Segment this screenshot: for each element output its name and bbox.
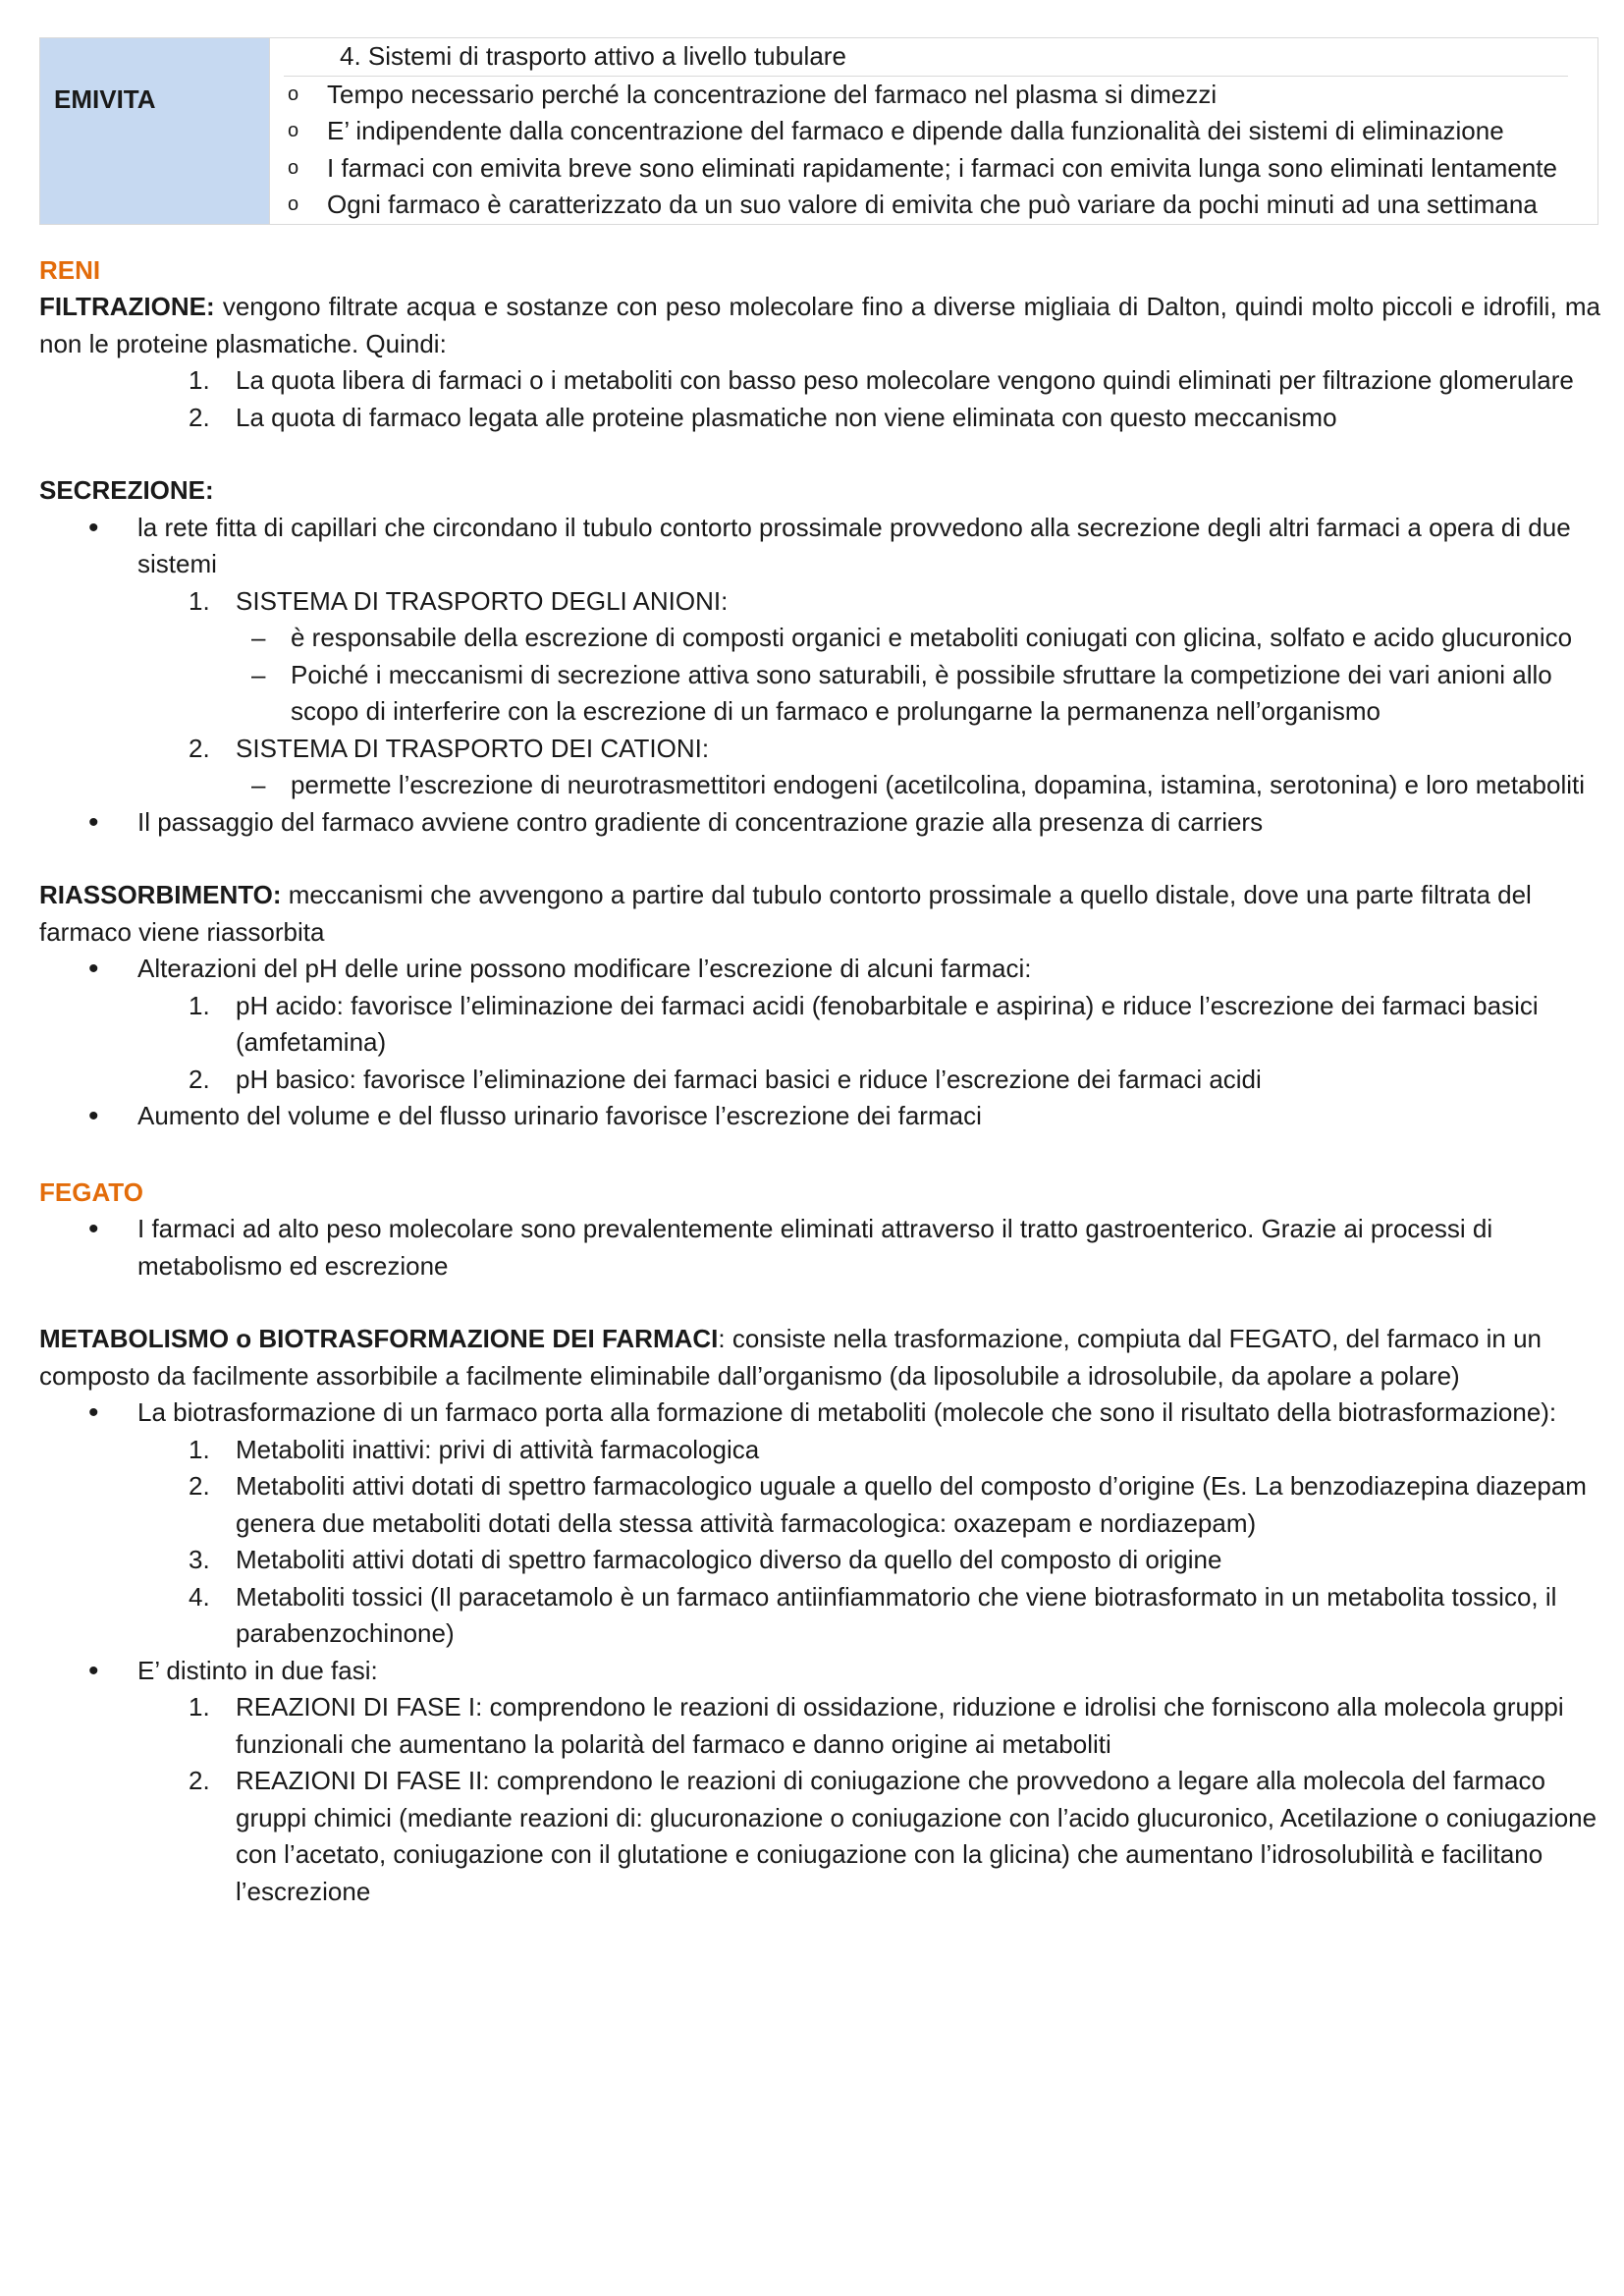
item-text: La quota libera di farmaci o i metaboliti con basso peso molecolare vengono quindi eliminati per filtrazione glomerulare bbox=[236, 365, 1574, 395]
item-text: SISTEMA DI TRASPORTO DEI CATIONI: bbox=[236, 733, 710, 763]
item-number: 2. bbox=[189, 1471, 210, 1501]
metabolismo-paragraph bbox=[39, 1321, 1600, 1394]
section-title-reni: RENI bbox=[39, 254, 101, 285]
emivita-top-line: 4. Sistemi di trasporto attivo a livello tubulare bbox=[284, 38, 1568, 77]
list-item bbox=[39, 362, 1600, 400]
list-item bbox=[39, 1432, 1600, 1469]
item-text: La quota di farmaco legata alle proteine plasmatiche non viene eliminata con questo meccanismo bbox=[236, 402, 1337, 432]
list-item: • Il passaggio del farmaco avviene contro gradiente di concentrazione grazie alla presenza di carriers bbox=[39, 804, 1600, 842]
filtrazione-label: FILTRAZIONE: bbox=[39, 292, 215, 321]
list-item bbox=[39, 1579, 1600, 1653]
list-item: – permette l’escrezione di neurotrasmettitori endogeni (acetilcolina, dopamina, istamina, serotonina) e loro metaboliti bbox=[39, 767, 1600, 804]
item-number: 1. bbox=[189, 1692, 210, 1722]
item-text: pH basico: favorisce l’eliminazione dei farmaci basici e riduce l’escrezione dei farmaci acidi bbox=[236, 1064, 1262, 1094]
list-item bbox=[39, 510, 1600, 583]
filtrazione-list bbox=[39, 362, 1600, 436]
item-text: Metaboliti attivi dotati di spettro farmacologico uguale a quello del composto d’origine (Es. La benzodiazepina diazepam genera due metaboliti dotati della stessa attività farmacologica: oxazepam e nordiazepam) bbox=[236, 1471, 1587, 1538]
item-text: Metaboliti attivi dotati di spettro farmacologico diverso da quello del composto di origine bbox=[236, 1545, 1222, 1574]
list-item bbox=[39, 1468, 1600, 1542]
list-item bbox=[39, 1542, 1600, 1579]
item-number: 2. bbox=[189, 1064, 210, 1094]
trasporto-list bbox=[39, 583, 1600, 621]
filtrazione-text: vengono filtrate acqua e sostanze con peso molecolare fino a diverse migliaia di Dalton, quindi molto piccoli e idrofili, ma non le proteine plasmatiche. Quindi: bbox=[39, 292, 1600, 358]
list-item bbox=[39, 1763, 1600, 1910]
secrezione-list bbox=[39, 804, 1600, 842]
emivita-bullet: o Ogni farmaco è caratterizzato da un suo valore di emivita che può variare da pochi minuti ad una settimana bbox=[284, 187, 1568, 224]
item-text: SISTEMA DI TRASPORTO DEGLI ANIONI: bbox=[236, 585, 729, 616]
section-title-fegato: FEGATO bbox=[39, 1176, 143, 1207]
metabolismo-list bbox=[39, 1394, 1600, 1432]
item-text: Metaboliti inattivi: privi di attività farmacologica bbox=[236, 1434, 760, 1464]
metabolismo-label: METABOLISMO o BIOTRASFORMAZIONE DEI FARMACI bbox=[39, 1324, 719, 1353]
list-item: • Aumento del volume e del flusso urinario favorisce l’escrezione dei farmaci bbox=[39, 1098, 1600, 1135]
list-item bbox=[39, 988, 1600, 1062]
item-number: 2. bbox=[189, 733, 210, 763]
riassorbimento-text: meccanismi che avvengono a partire dal tubulo contorto prossimale a quello distale, dove una parte filtrata del farmaco viene riassorbita bbox=[39, 880, 1532, 947]
emivita-top-cell bbox=[270, 38, 1598, 225]
list-item: – è responsabile della escrezione di composti organici e metaboliti coniugati con glicina, solfato e acido glucuronico bbox=[39, 620, 1600, 657]
emivita-bullet: o I farmaci con emivita breve sono eliminati rapidamente; i farmaci con emivita lunga sono eliminati lentamente bbox=[284, 150, 1568, 188]
item-text: pH acido: favorisce l’eliminazione dei farmaci acidi (fenobarbitale e aspirina) e riduce l’escrezione dei farmaci basici (amfetamina) bbox=[236, 990, 1539, 1057]
ph-list bbox=[39, 988, 1600, 1099]
trasporto-list bbox=[39, 731, 1600, 768]
cationi-dash-list bbox=[39, 767, 1600, 804]
item-number: 2. bbox=[189, 1766, 210, 1795]
item-number: 1. bbox=[189, 585, 210, 616]
metabolismo-list bbox=[39, 1653, 1600, 1690]
riassorbimento-label: RIASSORBIMENTO: bbox=[39, 880, 282, 909]
list-item bbox=[39, 1689, 1600, 1763]
item-text: REAZIONI DI FASE I: comprendono le reazioni di ossidazione, riduzione e idrolisi che forniscono alla molecola gruppi funzionali che aumentano la polarità del farmaco e danno origine ai metaboliti bbox=[236, 1692, 1564, 1759]
filtrazione-paragraph bbox=[39, 289, 1600, 362]
emivita-table bbox=[39, 37, 1598, 225]
item-number: 2. bbox=[189, 402, 210, 432]
metaboliti-list bbox=[39, 1432, 1600, 1653]
document-page bbox=[39, 37, 1600, 1910]
emivita-bullet: o Tempo necessario perché la concentrazione del farmaco nel plasma si dimezzi bbox=[284, 77, 1568, 114]
riassorbimento-list bbox=[39, 951, 1600, 988]
item-text: Metaboliti tossici (Il paracetamolo è un farmaco antiinfiammatorio che viene biotrasformato in un metabolita tossico, il parabenzochinone) bbox=[236, 1581, 1557, 1648]
secrezione-list bbox=[39, 510, 1600, 583]
emivita-bullet: o E’ indipendente dalla concentrazione del farmaco e dipende dalla funzionalità dei sistemi di eliminazione bbox=[284, 113, 1568, 150]
list-item: – Poiché i meccanismi di secrezione attiva sono saturabili, è possibile sfruttare la competizione dei vari anioni allo scopo di interferire con la escrezione di un farmaco e prolungarne la permanenza nell’organismo bbox=[39, 657, 1600, 731]
list-item: • I farmaci ad alto peso molecolare sono prevalentemente eliminati attraverso il tratto gastroenterico. Grazie ai processi di metabolismo ed escrezione bbox=[39, 1211, 1600, 1285]
list-item bbox=[39, 583, 1600, 621]
riassorbimento-paragraph bbox=[39, 877, 1600, 951]
fegato-list bbox=[39, 1211, 1600, 1285]
list-item: • La biotrasformazione di un farmaco porta alla formazione di metaboliti (molecole che sono il risultato della biotrasformazione): bbox=[39, 1394, 1600, 1432]
metabolismo-text: : consiste nella trasformazione, compiuta dal FEGATO, del farmaco in un composto da facilmente assorbibile a facilmente eliminabile dall’organismo (da liposolubile a idrosolubile, da apolare a polare) bbox=[39, 1324, 1543, 1391]
secrezione-label: SECREZIONE: bbox=[39, 475, 214, 505]
riassorbimento-list bbox=[39, 1098, 1600, 1135]
item-number: 1. bbox=[189, 1434, 210, 1464]
list-item bbox=[39, 731, 1600, 768]
list-item: • E’ distinto in due fasi: bbox=[39, 1653, 1600, 1690]
item-text: la rete fitta di capillari che circondano il tubulo contorto prossimale provvedono alla secrezione degli altri farmaci a opera di due sistemi bbox=[137, 512, 1571, 578]
list-item bbox=[39, 1062, 1600, 1099]
item-text: REAZIONI DI FASE II: comprendono le reazioni di coniugazione che provvedono a legare alla molecola del farmaco gruppi chimici (mediante reazioni di: glucuronazione o coniugazione con l’acido glucuronico, Acetilazione o coniugazione con l’acetato, coniugazione con il glutatione e coniugazione con la glicina) che aumentano l’idrosolubilità e facilitano l’escrezione bbox=[236, 1766, 1597, 1906]
item-number: 3. bbox=[189, 1545, 210, 1574]
item-number: 1. bbox=[189, 990, 210, 1020]
list-item: • Alterazioni del pH delle urine possono modificare l’escrezione di alcuni farmaci: bbox=[39, 951, 1600, 988]
item-number: 1. bbox=[189, 365, 210, 395]
emivita-label: EMIVITA bbox=[40, 38, 270, 225]
item-number: 4. bbox=[189, 1581, 210, 1612]
fasi-list bbox=[39, 1689, 1600, 1910]
anioni-dash-list bbox=[39, 620, 1600, 731]
list-item bbox=[39, 400, 1600, 437]
